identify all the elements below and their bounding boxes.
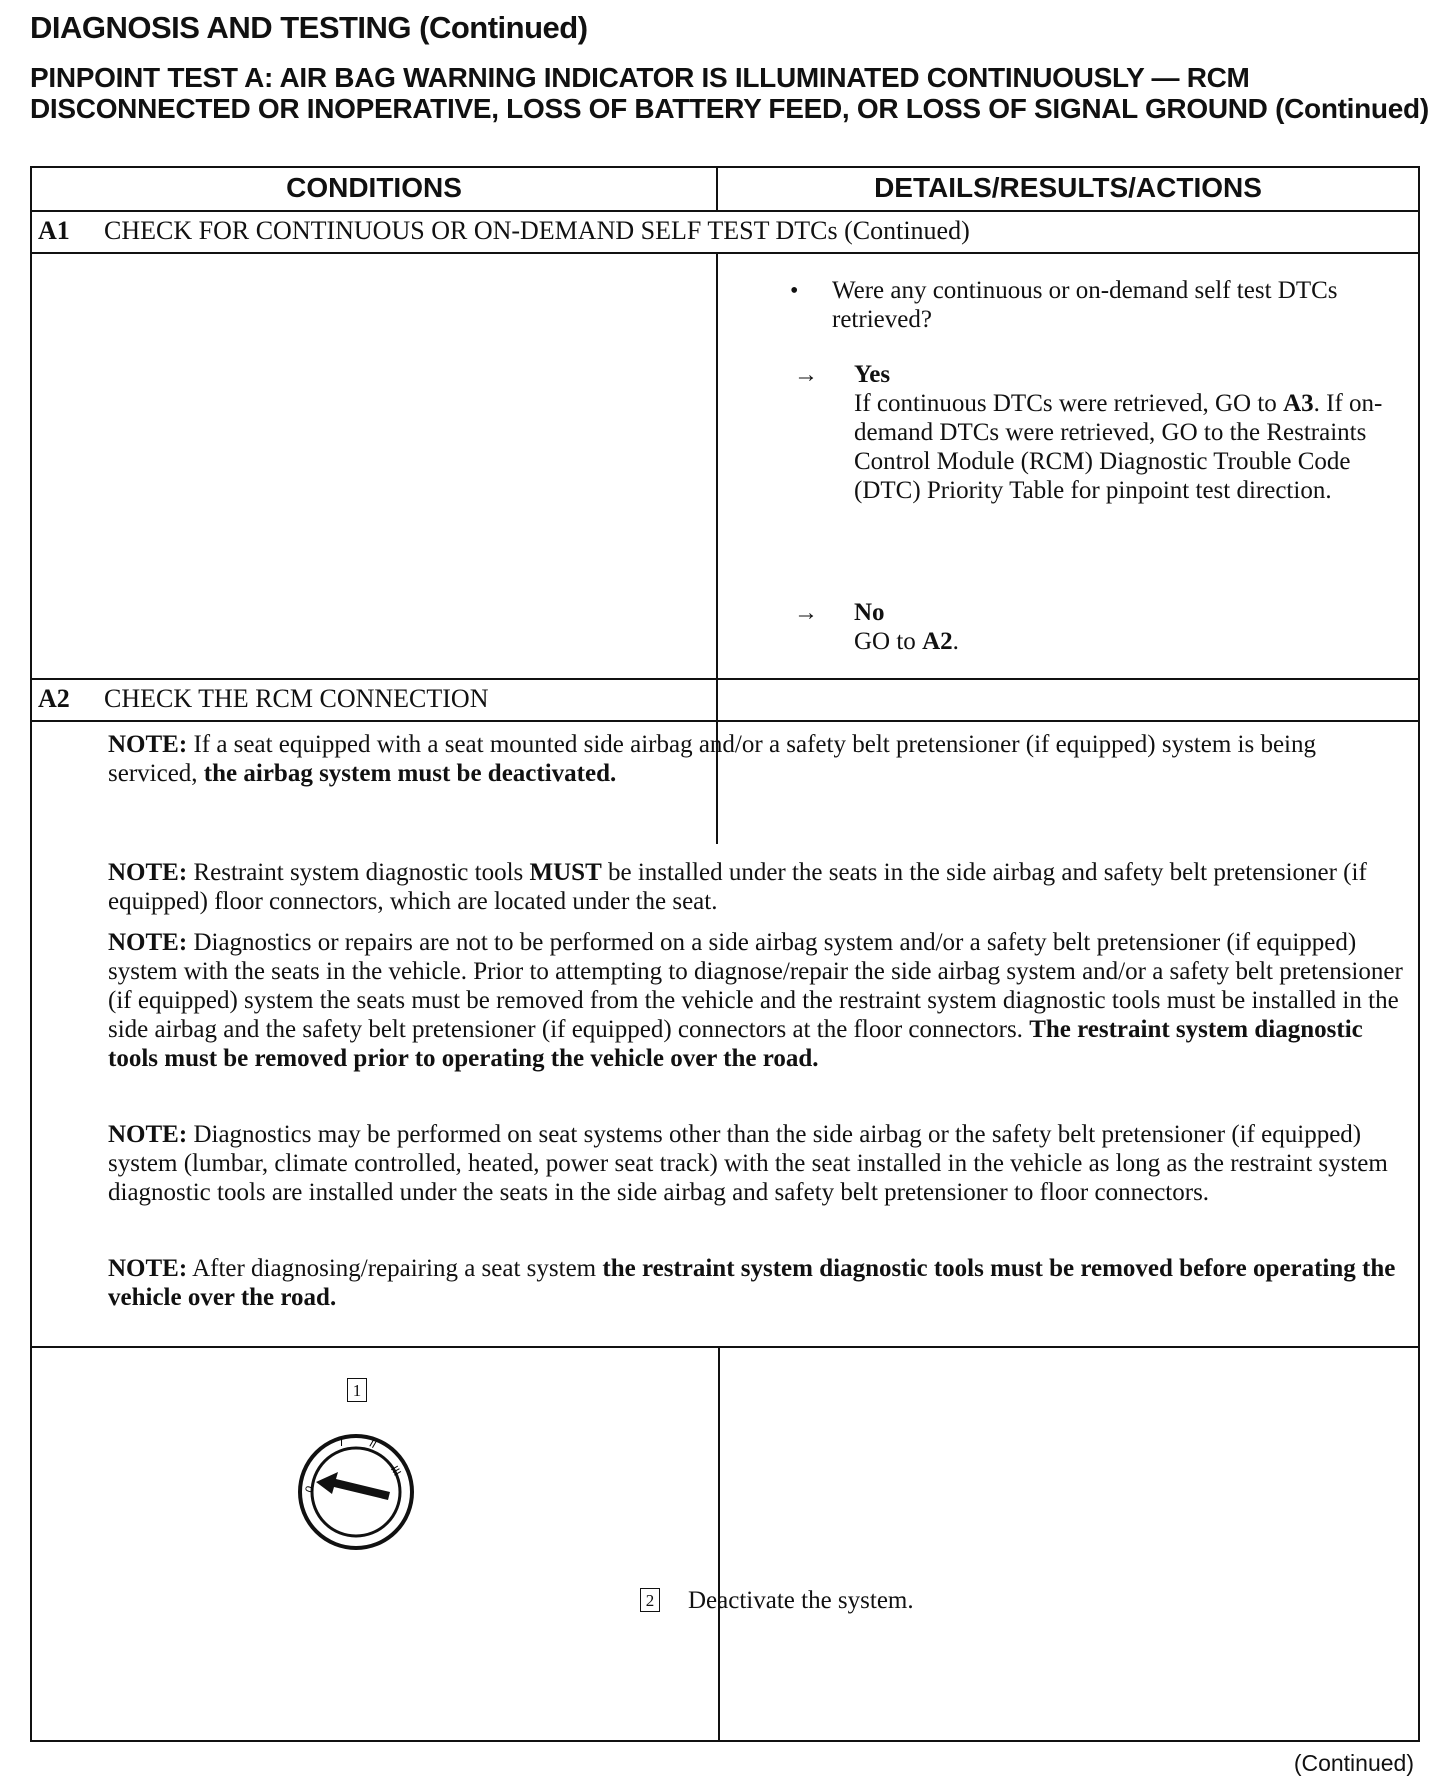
- arrow-right-icon: →: [794, 600, 818, 626]
- ignition-position-i: I: [340, 1437, 344, 1449]
- note-2: NOTE: Restraint system diagnostic tools MUST be installed under the seats in the side airbag and safety belt pretensioner (if equipped) floor connectors, which are located under the seat.: [108, 859, 1367, 915]
- step-a2-heading: [38, 684, 488, 714]
- ignition-switch-icon: [294, 1430, 418, 1554]
- callout-2: 2: [640, 1588, 660, 1612]
- no-label: No: [854, 599, 885, 626]
- pinpoint-test-table: [30, 166, 1420, 1742]
- pinpoint-test-title: PINPOINT TEST A: AIR BAG WARNING INDICATOR IS ILLUMINATED CONTINUOUSLY — RCM DISCONNECTED OR INOPERATIVE, LOSS OF BATTERY FEED, OR LOSS OF SIGNAL GROUND (Continued): [30, 62, 1429, 124]
- ignition-position-iii: III: [387, 1464, 403, 1478]
- a1-no-result: No GO to A2.: [854, 599, 959, 655]
- note-4: NOTE: Diagnostics may be performed on seat systems other than the side airbag or the safety belt pretensioner (if equipped) system (lumbar, climate controlled, heated, power seat track) with the seat installed in the vehicle as long as the restraint system diagnostic tools are installed under the seats in the side airbag and safety belt pretensioner to floor connectors.: [108, 1121, 1388, 1206]
- arrow-right-icon: →: [794, 362, 818, 388]
- ignition-position-ii: II: [367, 1437, 379, 1452]
- a1-yes-result: Yes If continuous DTCs were retrieved, GO to A3. If on-demand DTCs were retrieved, GO to the Restraints Control Module (RCM) Diagnostic Trouble Code (DTC) Priority Table for pinpoint test direction.: [854, 361, 1383, 504]
- column-header-details: DETAILS/RESULTS/ACTIONS: [874, 172, 1262, 203]
- step-title: CHECK FOR CONTINUOUS OR ON-DEMAND SELF TEST DTCs (Continued): [104, 216, 970, 245]
- page-title: DIAGNOSIS AND TESTING (Continued): [30, 10, 588, 45]
- a2-action-text: Deactivate the system.: [688, 1587, 914, 1614]
- callout-1: 1: [347, 1378, 367, 1402]
- note-5: NOTE: After diagnosing/repairing a seat system the restraint system diagnostic tools must be removed before operating the vehicle over the road.: [108, 1255, 1396, 1311]
- step-number: A1: [38, 216, 70, 245]
- yes-label: Yes: [854, 361, 891, 388]
- step-number: A2: [38, 684, 70, 713]
- a1-question: Were any continuous or on-demand self test DTCs retrieved?: [832, 277, 1338, 333]
- note-1: NOTE: If a seat equipped with a seat mounted side airbag and/or a safety belt pretensioner (if equipped) system is being serviced, the airbag system must be deactivated.: [108, 731, 1316, 787]
- continued-footer: (Continued): [1293, 1750, 1414, 1776]
- column-header-conditions: CONDITIONS: [286, 172, 462, 203]
- ignition-position-0: 0: [303, 1484, 317, 1495]
- step-title: CHECK THE RCM CONNECTION: [104, 684, 489, 713]
- step-a1-heading: [38, 216, 970, 246]
- note-3: NOTE: Diagnostics or repairs are not to be performed on a side airbag system and/or a safety belt pretensioner (if equipped) system with the seats in the vehicle. Prior to attempting to diagnose/repair the side airbag system and/or a safety belt pretensioner (if equipped) system the seats must be removed from the vehicle and the restraint system diagnostic tools must be installed in the side airbag and the safety belt pretensioner (if equipped) connectors at the floor connectors. The restraint system diagnostic tools must be removed prior to operating the vehicle over the road.: [108, 929, 1403, 1072]
- bullet-icon: •: [790, 278, 799, 304]
